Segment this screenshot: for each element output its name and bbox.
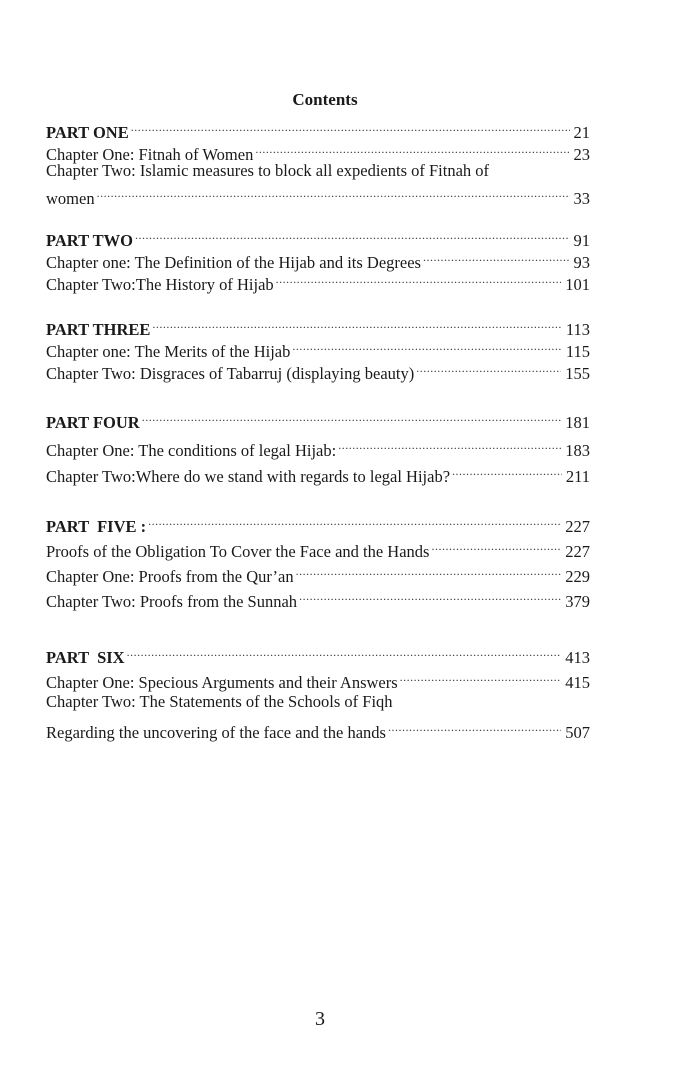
toc-entry[interactable] <box>46 641 590 667</box>
toc-entry[interactable] <box>46 116 590 142</box>
dot-leader <box>135 224 570 246</box>
toc-entry-page: 91 <box>573 231 590 250</box>
toc-entry-title: women <box>46 189 95 208</box>
toc-entry-title: Chapter Two: Islamic measures to block all expedients of Fitnah of <box>46 161 490 180</box>
dot-leader <box>127 641 562 663</box>
dot-leader <box>292 335 561 357</box>
toc-entry-page: 155 <box>565 364 590 383</box>
page-number: 3 <box>315 1008 325 1030</box>
toc-section-part-two <box>46 224 590 294</box>
dot-leader <box>296 560 562 582</box>
dot-leader <box>131 116 570 138</box>
toc-entry-title: PART FOUR <box>46 413 140 432</box>
toc-entry-page: 183 <box>565 441 590 460</box>
dot-leader <box>148 510 561 532</box>
toc-entry[interactable] <box>46 160 590 182</box>
toc-section-part-three <box>46 313 590 383</box>
dot-leader <box>276 268 562 290</box>
toc-entry-title: Chapter one: The Definition of the Hijab and its Degrees <box>46 253 421 272</box>
toc-entry-title: Chapter one: The Merits of the Hijab <box>46 342 291 361</box>
toc-entry-title: PART SIX <box>46 648 125 667</box>
dot-leader <box>431 535 561 557</box>
toc-section-part-five <box>46 510 590 611</box>
toc-entry[interactable] <box>46 510 590 536</box>
toc-entry-page: 211 <box>565 467 590 486</box>
toc-entry[interactable] <box>46 406 590 432</box>
toc-entry-title: Chapter One: Specious Arguments and their Answers <box>46 673 398 692</box>
toc-entry[interactable] <box>46 560 590 586</box>
dot-leader <box>338 434 561 456</box>
toc-entry-title: Chapter One: Fitnah of Women <box>46 145 254 164</box>
toc-entry[interactable] <box>46 716 590 742</box>
dot-leader <box>255 138 569 160</box>
page-title: Contents <box>292 90 358 109</box>
toc-entry-title: Chapter One: Proofs from the Qur’an <box>46 567 294 586</box>
dot-leader <box>416 357 561 379</box>
dot-leader <box>400 666 562 688</box>
toc-entry-page: 115 <box>565 342 590 361</box>
toc-entry-title: PART ONE <box>46 123 129 142</box>
toc-entry-page: 227 <box>565 542 590 561</box>
toc-section-part-six <box>46 641 590 742</box>
toc-entry[interactable] <box>46 691 590 713</box>
toc-section-part-one <box>46 116 590 208</box>
toc-entry-title: Regarding the uncovering of the face and the hands <box>46 723 386 742</box>
dot-leader <box>388 716 561 738</box>
toc-entry-page: 181 <box>565 413 590 432</box>
toc-entry-title: Chapter Two: The Statements of the Schools of Fiqh <box>46 692 393 711</box>
toc-entry-page: 93 <box>573 253 590 272</box>
toc-entry-page: 379 <box>565 592 590 611</box>
dot-leader <box>299 585 561 607</box>
toc-entry-title: PART TWO <box>46 231 133 250</box>
toc-entry[interactable] <box>46 313 590 339</box>
toc-entry[interactable] <box>46 460 590 486</box>
toc-entry-title: Chapter Two: Disgraces of Tabarruj (displaying beauty) <box>46 364 415 383</box>
toc-entry[interactable] <box>46 585 590 611</box>
dot-leader <box>152 313 561 335</box>
toc-section-part-four <box>46 406 590 486</box>
toc-entry-page: 413 <box>565 648 590 667</box>
toc-entry-title: Chapter Two: Proofs from the Sunnah <box>46 592 298 611</box>
toc-entry-page: 229 <box>565 567 590 586</box>
toc-entry-page: 23 <box>573 145 590 164</box>
dot-leader <box>97 182 570 204</box>
toc-entry-page: 227 <box>565 517 590 536</box>
toc-entry-title: PART THREE <box>46 320 151 339</box>
dot-leader <box>452 460 562 482</box>
toc-entry-title: Proofs of the Obligation To Cover the Face and the Hands <box>46 542 430 561</box>
dot-leader <box>142 406 562 428</box>
dot-leader <box>423 246 570 268</box>
toc-entry[interactable] <box>46 182 590 208</box>
toc-entry-title: Chapter Two:The History of Hijab <box>46 275 274 294</box>
toc-entry[interactable] <box>46 666 590 692</box>
toc-entry-page: 33 <box>573 189 590 208</box>
toc-entry-page: 21 <box>573 123 590 142</box>
toc-entry-title: PART FIVE : <box>46 517 147 536</box>
toc-entry-page: 507 <box>565 723 590 742</box>
toc-entry-page: 101 <box>565 275 590 294</box>
toc-entry-page: 415 <box>565 673 590 692</box>
toc-entry[interactable] <box>46 224 590 250</box>
toc-entry-title: Chapter One: The conditions of legal Hijab: <box>46 441 337 460</box>
toc-entry[interactable] <box>46 434 590 460</box>
toc-entry-page: 113 <box>565 320 590 339</box>
toc-entry-title: Chapter Two:Where do we stand with regards to legal Hijab? <box>46 467 451 486</box>
toc-entry[interactable] <box>46 535 590 561</box>
